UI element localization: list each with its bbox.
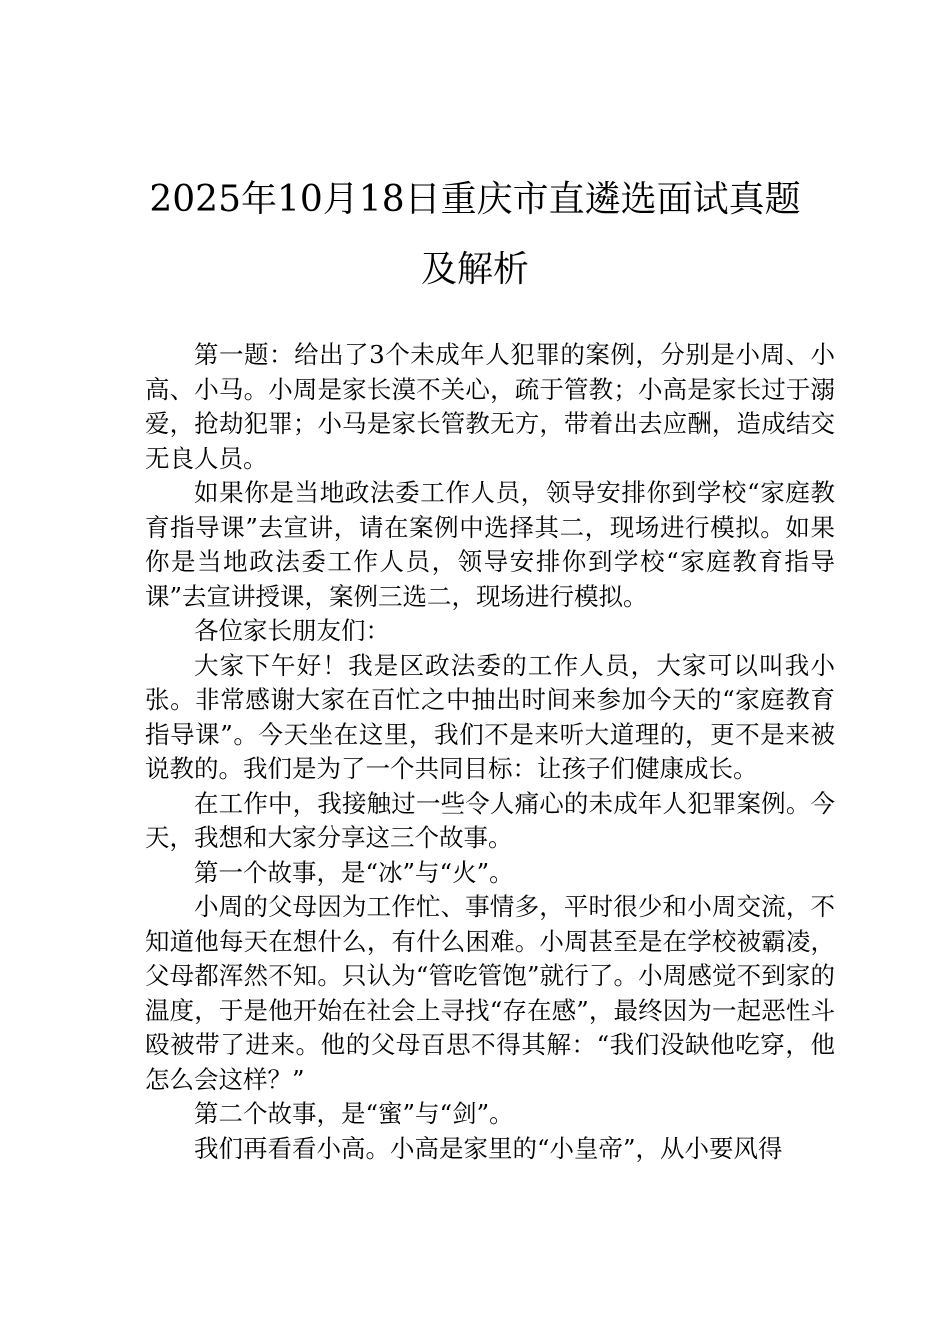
document-body xyxy=(145,338,835,1166)
paragraph-context: 在工作中，我接触过一些令人痛心的未成年人犯罪案例。今天，我想和大家分享这三个故事。 xyxy=(145,788,835,852)
paragraph-introduction: 大家下午好！我是区政法委的工作人员，大家可以叫我小张。非常感谢大家在百忙之中抽出时间来参加今天的“家庭教育指导课”。今天坐在这里，我们不是来听大道理的，更不是来被说教的。我们是为了一个共同目标：让孩子们健康成长。 xyxy=(145,650,835,783)
document-title-line-2: 及解析 xyxy=(420,249,529,290)
paragraph-question-one: 第一题：给出了3个未成年人犯罪的案例，分别是小周、小高、小马。小周是家长漠不关心，疏于管教；小高是家长过于溺爱，抢劫犯罪；小马是家长管教无方，带着出去应酬，造成结交无良人员。 xyxy=(145,340,835,473)
paragraph-story-two: 我们再看看小高。小高是家里的“小皇帝”，从小要风得 xyxy=(194,1133,783,1163)
paragraph-task-description: 如果你是当地政法委工作人员，领导安排你到学校“家庭教育指导课”去宣讲，请在案例中选择其二，现场进行模拟。如果你是当地政法委工作人员，领导安排你到学校“家庭教育指导课”去宣讲授课，案例三选二，现场进行模拟。 xyxy=(145,478,835,611)
paragraph-story-one-heading: 第一个故事，是“冰”与“火”。 xyxy=(194,857,514,887)
paragraph-story-two-heading: 第二个故事，是“蜜”与“剑”。 xyxy=(194,1099,514,1128)
document-title-line-1: 2025年10月18日重庆市直遴选面试真题 xyxy=(149,179,801,220)
paragraph-story-one: 小周的父母因为工作忙、事情多，平时很少和小周交流，不知道他每天在想什么，有什么困难。小周甚至是在学校被霸凌，父母都浑然不知。只认为“管吃管饱”就行了。小周感觉不到家的温度，于是他开始在社会上寻找“存在感”，最终因为一起恶性斗殴被带了进来。他的父母百思不得其解：“我们没缺他吃穿，他怎么会这样？” xyxy=(145,892,835,1094)
paragraph-greeting: 各位家长朋友们： xyxy=(194,616,390,645)
